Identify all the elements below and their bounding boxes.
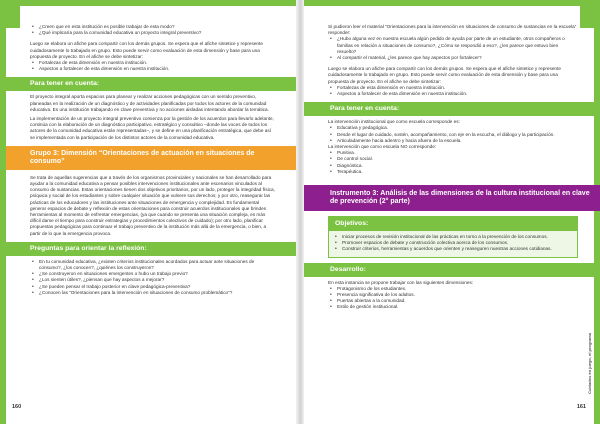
- list-item: • Puertas abiertas a la comunidad.: [328, 298, 578, 304]
- list-item: • ¿Se construyeron en situaciones emergentes o hubo un trabajo previo?: [30, 271, 276, 277]
- preguntas-heading: Preguntas para orientar la reflexión:: [6, 242, 296, 256]
- list-item: • Articuladamente hacia adentro y hacia afuera de la escuela.: [328, 138, 578, 144]
- list-item: • ¿Creen que en esta institución es posible trabajar de esta modo?: [30, 24, 276, 30]
- right-top-paragraph: Si pudieron leer el material “Orientaciones para la intervención en situaciones de consumo de sustancias en la escuela” responder:: [328, 24, 577, 36]
- right-top-bullets: [328, 36, 578, 61]
- no-corresponde-intro: La intervención que como escuela NO corresponde:: [328, 144, 437, 150]
- right-tener-en-cuenta-heading: Para tener en cuenta:: [304, 102, 600, 116]
- left-top-bullets: [30, 24, 276, 36]
- list-item: • Educativa y pedagógica.: [328, 125, 578, 131]
- list-item: • Estilo de gestión institucional.: [328, 304, 578, 310]
- right-corner-tab: [580, 6, 594, 28]
- left-tener-en-cuenta-heading: Para tener en cuenta:: [6, 77, 296, 91]
- list-item: • Presencia significativa de los adultos.: [328, 292, 578, 298]
- list-item: • Desde el lugar de cuidado, sostén, acompañamiento, con eje en la escucha, el diálogo y la participación.: [328, 132, 578, 138]
- left-frame-side: [0, 0, 6, 424]
- left-intro-paragraph: Luego se elabora un afiche para compartir con los demás grupos. Se espera que el afiche sintetice y represente cuidadosamente lo trabajado en grupo. Esto puede servir como evaluación de esta dimensión y base para una propuesta de proyecto. En el afiche se debe sintetizar:: [30, 41, 263, 59]
- list-item: • Construir criterios, herramientas y acuerdos que orienten y reaseguren nuestras acciones cotidianas.: [333, 246, 573, 252]
- list-item: • Aspectos a fortalecer de esta dimensión en nuestra institución.: [328, 91, 578, 97]
- list-item: • Terapéutica.: [328, 169, 578, 175]
- list-item: • En tu comunidad educativa, ¿existen criterios institucionales acordados para actuar ante situaciones de consumo?, ¿los conocen?, ¿quiénes los construyeron?: [30, 259, 276, 271]
- right-side-running-title: Cuidados en juego, el programa: [587, 333, 592, 394]
- list-item: • Punitiva.: [328, 150, 578, 156]
- right-page-number: 161: [576, 404, 586, 410]
- list-item: • De control social.: [328, 156, 578, 162]
- right-intro-bullets: [328, 85, 578, 97]
- objetivos-heading: Objetivos:: [329, 217, 577, 231]
- list-item: • Protagonismo de los estudiantes.: [328, 286, 578, 292]
- preguntas-bullets: [30, 259, 276, 296]
- right-tener-bullets: [328, 125, 578, 144]
- left-content: [30, 24, 276, 406]
- list-item: • ¿Los sienten útiles?, ¿piensan que hay aspectos a mejorar?: [30, 277, 276, 283]
- list-item: • Promover espacios de debate y construcción colectiva acerca de los consumos.: [333, 240, 573, 246]
- desarrollo-bullets: [328, 286, 578, 311]
- left-tener-paragraph-2: La implementación de un proyecto integral preventivo comienza por la gestión de los acuerdos para llevarlo adelante, continúa con la elaboración de un diagnóstico participativo, estratégico y consultivo –donde las voces de todos los actores de la comunidad educativa están representadas–, y se define en una planificación estratégica, que debe así se implementada con la participación de los distintos actores de la comunidad educativa.: [30, 116, 274, 140]
- list-item: • Al compartir el material, ¿les parece que hay aspectos por fortalecer?: [328, 55, 578, 61]
- list-item: • Fortalezas de esta dimensión en nuestra institución.: [30, 60, 276, 66]
- no-corresponde-bullets: [328, 150, 578, 175]
- desarrollo-heading: Desarrollo:: [304, 263, 600, 277]
- right-frame-top: [304, 0, 600, 6]
- objetivos-box: [328, 216, 578, 258]
- desarrollo-intro: En esta instancia se propone trabajar con las siguientes dimensiones:: [328, 279, 474, 285]
- left-intro-bullets: [30, 60, 276, 72]
- grupo3-paragraph: Se trata de aquellas sugerencias que a través de los organismos provinciales y nacionales se han desarrollado para ayudar a la comunidad educativa a pensar posibles intervenciones institucionales ante escenarios vinculados al consumo de sustancias. Estas orientaciones tienen dos objetivos prioritarios, por un lado, proteger la integridad física, psíquica y social de los estudiantes y sobre cualquier situación que vulnere sus derechos; y por otro, reasegurar las prácticas de los educadores y las instituciones ante situaciones de emergencia y complejidad. Es fundamental generar espacios de debate y reflexión de estas orientaciones para construir acuerdos institucionales que brinden herramientas al momento de enfrentar emergencias, (ya que cuando se presenta una situación compleja, es más difícil darse el tiempo para construir estrategias y procedimientos colectivos de cuidado); por otro lado, planificar propuestas pedagógicas para continuar el trabajo preventivo de la institución más allá de la emergencia, o bien, a partir de lo que la emergencia provoca.: [30, 174, 275, 236]
- list-item: • ¿Hubo alguna vez en nuestra escuela algún pedido de ayuda por parte de un estudiante, otros compañeros o familias en relación a situaciones de consumo?, ¿Cómo se respondió a eso?, ¿les parece que estuvo bien resuelto?: [328, 36, 578, 55]
- left-frame-top: [0, 0, 296, 6]
- list-item: • ¿Qué implicaría para la comunidad educativa un proyecto integral preventivo?: [30, 30, 276, 36]
- right-intro-paragraph: Luego se elabora un afiche para compartir con los demás grupos. Se espera que el afiche sintetice y represente cuidadosamente lo trabajado en grupo. Esto puede servir como evaluación de esta dimensión y base para una propuesta de proyecto. En el afiche se debe sintetizar:: [328, 66, 561, 84]
- right-frame-side: [594, 0, 600, 424]
- grupo3-heading: Grupo 3: Dimensión “Orientaciones de actuación en situaciones de consumo”: [6, 146, 296, 170]
- list-item: • ¿Se pueden pensar el trabajo posterior en clave pedagógica-preventiva?: [30, 284, 276, 290]
- left-tener-paragraph-1: El proyecto integral aporta espacios para planear y realizar acciones pedagógicas con un sentido preventivo, planeadas en la realización de un diagnóstico y de actividades planificadas por todos los actores de la comunidad educativa. Es una institución trabajando en clave preventiva y no acciones aisladas intentando abordar la temática.: [30, 94, 269, 112]
- list-item: • Iniciar procesos de revisión institucional de las prácticas en torno a la prevención de los consumos.: [333, 234, 573, 240]
- book-gutter: [296, 0, 304, 424]
- list-item: • Diagnóstica.: [328, 163, 578, 169]
- right-tener-intro: La intervención institucional que como escuela corresponde es:: [328, 119, 460, 125]
- left-corner-tab: [6, 6, 20, 28]
- list-item: • Aspectos a fortalecer de esta dimensión en nuestra institución.: [30, 66, 276, 72]
- instrumento3-heading: Instrumento 3: Análisis de las dimensiones de la cultura institucional en clave de prevención (2° parte): [304, 185, 600, 211]
- left-page: [0, 0, 296, 424]
- right-page: [304, 0, 600, 424]
- list-item: • ¿Conocen las “Orientaciones para la intervención en situaciones de consumo problemático”?: [30, 290, 276, 296]
- left-page-number: 160: [12, 404, 22, 410]
- list-item: • Fortalezas de esta dimensión en nuestra institución.: [328, 85, 578, 91]
- objetivos-bullets: [329, 231, 577, 257]
